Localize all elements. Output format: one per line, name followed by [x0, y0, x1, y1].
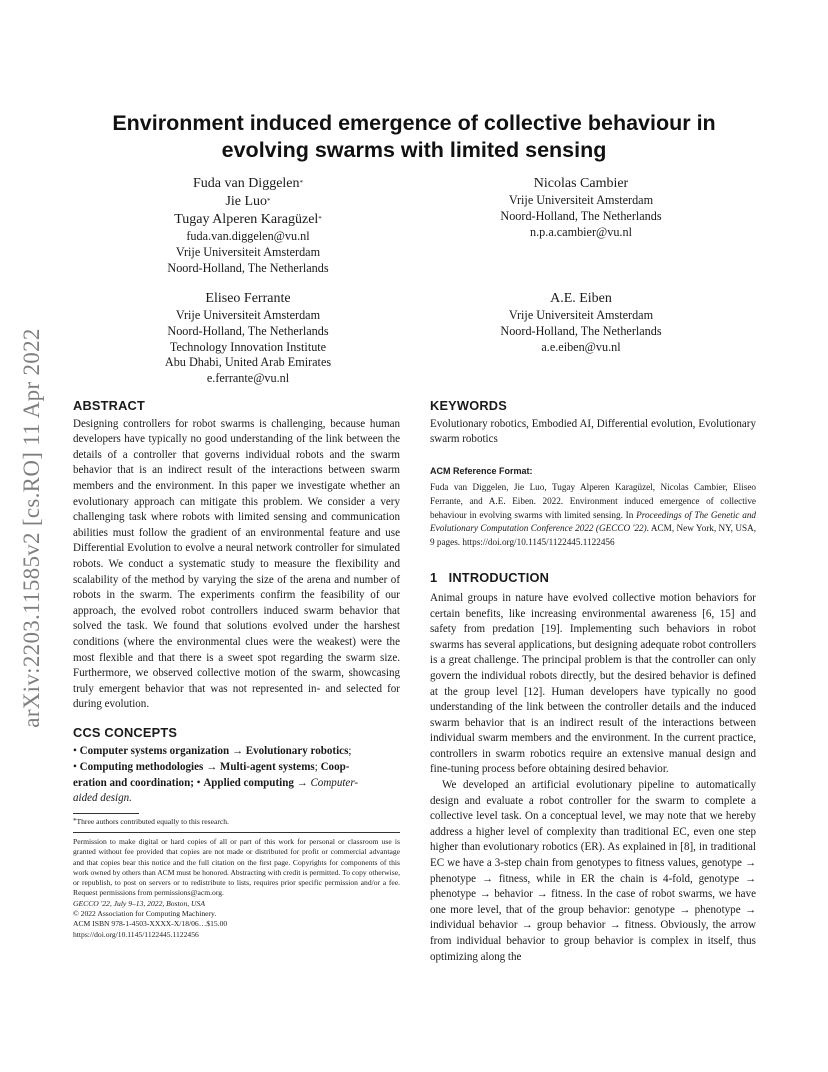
keywords-heading: KEYWORDS	[430, 398, 507, 413]
abstract-heading: ABSTRACT	[73, 398, 145, 413]
copyright-text: © 2022 Association for Computing Machinery.	[73, 909, 217, 919]
intro-heading: 1 INTRODUCTION	[430, 570, 550, 586]
permission-block	[73, 837, 400, 940]
author-name: Eliseo Ferrante	[205, 291, 291, 306]
isbn-text: ACM ISBN 978-1-4503-XXXX-X/18/06…$15.00	[73, 919, 228, 929]
author-name: A.E. Eiben	[550, 291, 612, 306]
author-location: Noord-Holland, The Netherlands	[167, 323, 329, 338]
author-block-1	[128, 175, 368, 276]
author-affiliation-2: Technology Innovation Institute	[169, 339, 327, 354]
right-column	[430, 398, 756, 965]
author-name: Jie Luo*	[225, 194, 271, 209]
author-location: Noord-Holland, The Netherlands	[167, 260, 329, 275]
author-location: Noord-Holland, The Netherlands	[500, 208, 662, 223]
author-email: a.e.eiben@vu.nl	[541, 339, 621, 354]
permission-rule	[73, 832, 400, 833]
author-affiliation: Vrije Universiteit Amsterdam	[508, 308, 654, 322]
acm-ref-heading: ACM Reference Format:	[430, 465, 533, 476]
acm-ref-text: Fuda van Diggelen, Jie Luo, Tugay Alperen Karagüzel, Nicolas Cambier, Eliseo Ferrante, and A.E. Eiben. 2022. Environment induced emergence of collective behaviour in evolving swarms with limited sensing. In Proceedings of The Genetic and Evolutionary Computation Conference 2022 (GECCO '22). ACM, New York, NY, USA, 9 pages. https://doi.org/10.1145/1122445.1122456	[430, 482, 757, 547]
author-name: Fuda van Diggelen*	[192, 176, 304, 191]
author-email: fuda.van.diggelen@vu.nl	[186, 229, 310, 243]
author-affiliation: Vrije Universiteit Amsterdam	[508, 193, 654, 207]
author-name: Nicolas Cambier	[533, 176, 629, 191]
conference-info: GECCO '22, July 9–13, 2022, Boston, USA	[73, 898, 205, 908]
title-line-2: evolving swarms with limited sensing	[221, 138, 607, 162]
keywords-text: Evolutionary robotics, Embodied AI, Differential evolution, Evolutionary swarm robotics	[430, 417, 756, 446]
author-block-3	[128, 290, 368, 387]
abstract-text: Designing controllers for robot swarms is challenging, because human developers have typically no good understanding of the link between the details of a controller that governs individual robots and the swarm behavior that is an indirect result of the interactions between swarm members and the environment. In this paper we investigate whether an evolutionary approach can mitigate this problem. We consider a very challenging task where robots with limited sensing and communication abilities must follow the gradient of an environmental feature and use Differential Evolution to evolve a neural network controller for simulated robots. We conduct a systematic study to measure the flexibility and scalability of the method by varying the size of the arena and number of robots in the swarm. The experiments confirm the feasibility of our approach, the evolved robot controllers induced swarm behavior that solved the task. We found that solutions evolved under the harshest conditions (where the environmental clues were the weakest) were the most flexible and that there is a sweet spot regarding the swarm size. Furthermore, we observed collective motion of the swarm, showcasing truly emergent behavior that was not represented in- and selected for during evolution.	[73, 417, 400, 711]
ccs-heading: CCS CONCEPTS	[73, 724, 178, 740]
author-block-2	[461, 175, 701, 240]
doi-link[interactable]: https://doi.org/10.1145/1122445.1122456	[73, 929, 199, 939]
intro-paragraph-1: Animal groups in nature have evolved collective motion behaviors for certain benefits, like increasing environmental awareness [6, 15] and safety from predation [19]. Implementing such behaviors in robot swarms has several applications, but designing adequate robot controllers is a great challenge. The principal problem is that the controller can only govern the individual robots directly, but the desired behavior is defined at the group level [12]. Human developers have typically no good understanding of the link between the controller details and the induced swarm behavior that is an indirect result of the interactions between individual swarm members and the environment. In the current practice, controllers in swarm robotics require an extensive manual design and fine-tuning process before obtaining desired behavior.	[430, 591, 756, 776]
footnote-rule	[73, 813, 139, 814]
author-email: e.ferrante@vu.nl	[206, 371, 290, 386]
author-affiliation: Vrije Universiteit Amsterdam	[175, 308, 321, 322]
author-location: Noord-Holland, The Netherlands	[500, 323, 662, 338]
ccs-concepts: • Computer systems organization → Evolutionary robotics; • Computing methodologies → Multi-agent systems; Coop- eration and coordination; • Applied computing → Computer- aided design.	[73, 745, 359, 805]
paper-title	[70, 110, 758, 164]
title-line-1: Environment induced emergence of collective behaviour in	[112, 111, 716, 135]
footnote: *Three authors contributed equally to this research.	[73, 817, 229, 826]
author-affiliation: Vrije Universiteit Amsterdam	[175, 244, 321, 259]
intro-paragraph-2: We developed an artificial evolutionary pipeline to automatically design and evaluate a robot controller for the swarm to complete a collective level task. On a conceptual level, we may note that we hereby address a higher level of complexity than traditional EC, even one step higher than evolutionary robotics (ER). As explained in [8], in traditional EC we have a 3-step chain from genotypes to fitness values, genotype → phenotype → fitness, while in ER the chain is 4-fold, genotype → phenotype → behavior → fitness. In the case of robot swarms, we have one more level, that of the group behavior: genotype → phenotype → individual behavior → group behavior → fitness. Obviously, the arrow from individual behavior to group behavior is complex in itself, thus optimizing along the	[430, 779, 756, 963]
left-column	[73, 398, 400, 807]
author-name: Tugay Alperen Karagüzel*	[174, 212, 322, 227]
author-block-4	[461, 290, 701, 355]
author-email: n.p.a.cambier@vu.nl	[530, 224, 632, 239]
arxiv-identifier-text: arXiv:2203.11585v2 [cs.RO] 11 Apr 2022	[19, 327, 44, 728]
permission-text: Permission to make digital or hard copies of all or part of this work for personal or classroom use is granted without fee provided that copies are not made or distributed for profit or commercial advantage and that copies bear this notice and the full citation on the first page. Copyrights for components of this work owned by others than ACM must be honored. Abstracting with credit is permitted. To copy otherwise, or republish, to post on servers or to redistribute to lists, requires prior specific permission and/or a fee. Request permissions from permissions@acm.org.	[73, 837, 400, 898]
arxiv-identifier	[12, 285, 52, 770]
author-location-2: Abu Dhabi, United Arab Emirates	[164, 355, 332, 370]
